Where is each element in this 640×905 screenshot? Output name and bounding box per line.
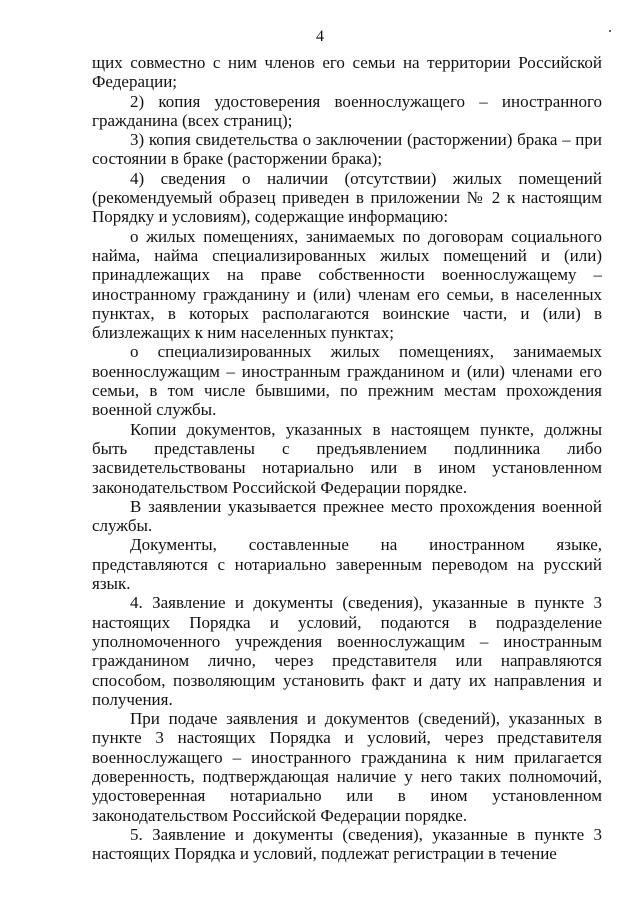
scan-speck [609,30,611,32]
paragraph-prior-service: В заявлении указывается прежнее место прохождения военной службы. [92,496,602,536]
paragraph-copies: Копии документов, указанных в настоящем пункте, должны быть представлены с предъявлением подлинника либо засвидетельствованы нотариально или в ином установленном законодательством Российской Федерации порядке. [92,419,602,497]
paragraph-foreign-language: Документы, составленные на иностранном языке, представляются с нотариально заверенным переводом на русский язык. [92,535,602,594]
paragraph-continuation: щих совместно с ним членов его семьи на территории Российской Федерации; [92,53,602,92]
paragraph-section-4: 4. Заявление и документы (сведения), указанные в пункте 3 настоящих Порядка и условий, подаются в подразделение уполномоченного учреждения военнослужащим – иностранным гражданином лично, через представителя или направляются способом, позволяющим установить факт и дату их направления и получения. [92,593,602,709]
paragraph-item-3: 3) копия свидетельства о заключении (расторжении) брака – при состоянии в браке (расторжении брака); [92,130,602,169]
document-body [92,53,602,863]
paragraph-representative: При подаче заявления и документов (сведений), указанных в пункте 3 настоящих Порядка и условий, через представителя военнослужащего – иностранного гражданина к ним прилагается доверенность, подтверждающая наличие у него таких полномочий, удостоверенная нотариально или в ином установленном законодательством Российской Федерации порядке. [92,709,602,825]
paragraph-item-4: 4) сведения о наличии (отсутствии) жилых помещений (рекомендуемый образец приведен в приложении № 2 к настоящим Порядку и условиям), содержащие информацию: [92,168,602,227]
paragraph-item-2: 2) копия удостоверения военнослужащего – иностранного гражданина (всех страниц); [92,91,602,130]
paragraph-housing-specialized: о специализированных жилых помещениях, занимаемых военнослужащим – иностранным гражданином и (или) членами его семьи, в том числе бывшими, по прежним местам прохождения военной службы. [92,342,602,420]
page-number: 4 [316,28,324,45]
paragraph-section-5: 5. Заявление и документы (сведения), указанные в пункте 3 настоящих Порядка и условий, подлежат регистрации в течение [92,824,602,864]
paragraph-housing-social: о жилых помещениях, занимаемых по договорам социального найма, найма специализированных жилых помещений и (или) принадлежащих на праве собственности военнослужащему – иностранному гражданину и (или) членам его семьи, в населенных пунктах, в которых располагаются воинские части, и (или) в близлежащих к ним населенных пунктах; [92,226,602,343]
